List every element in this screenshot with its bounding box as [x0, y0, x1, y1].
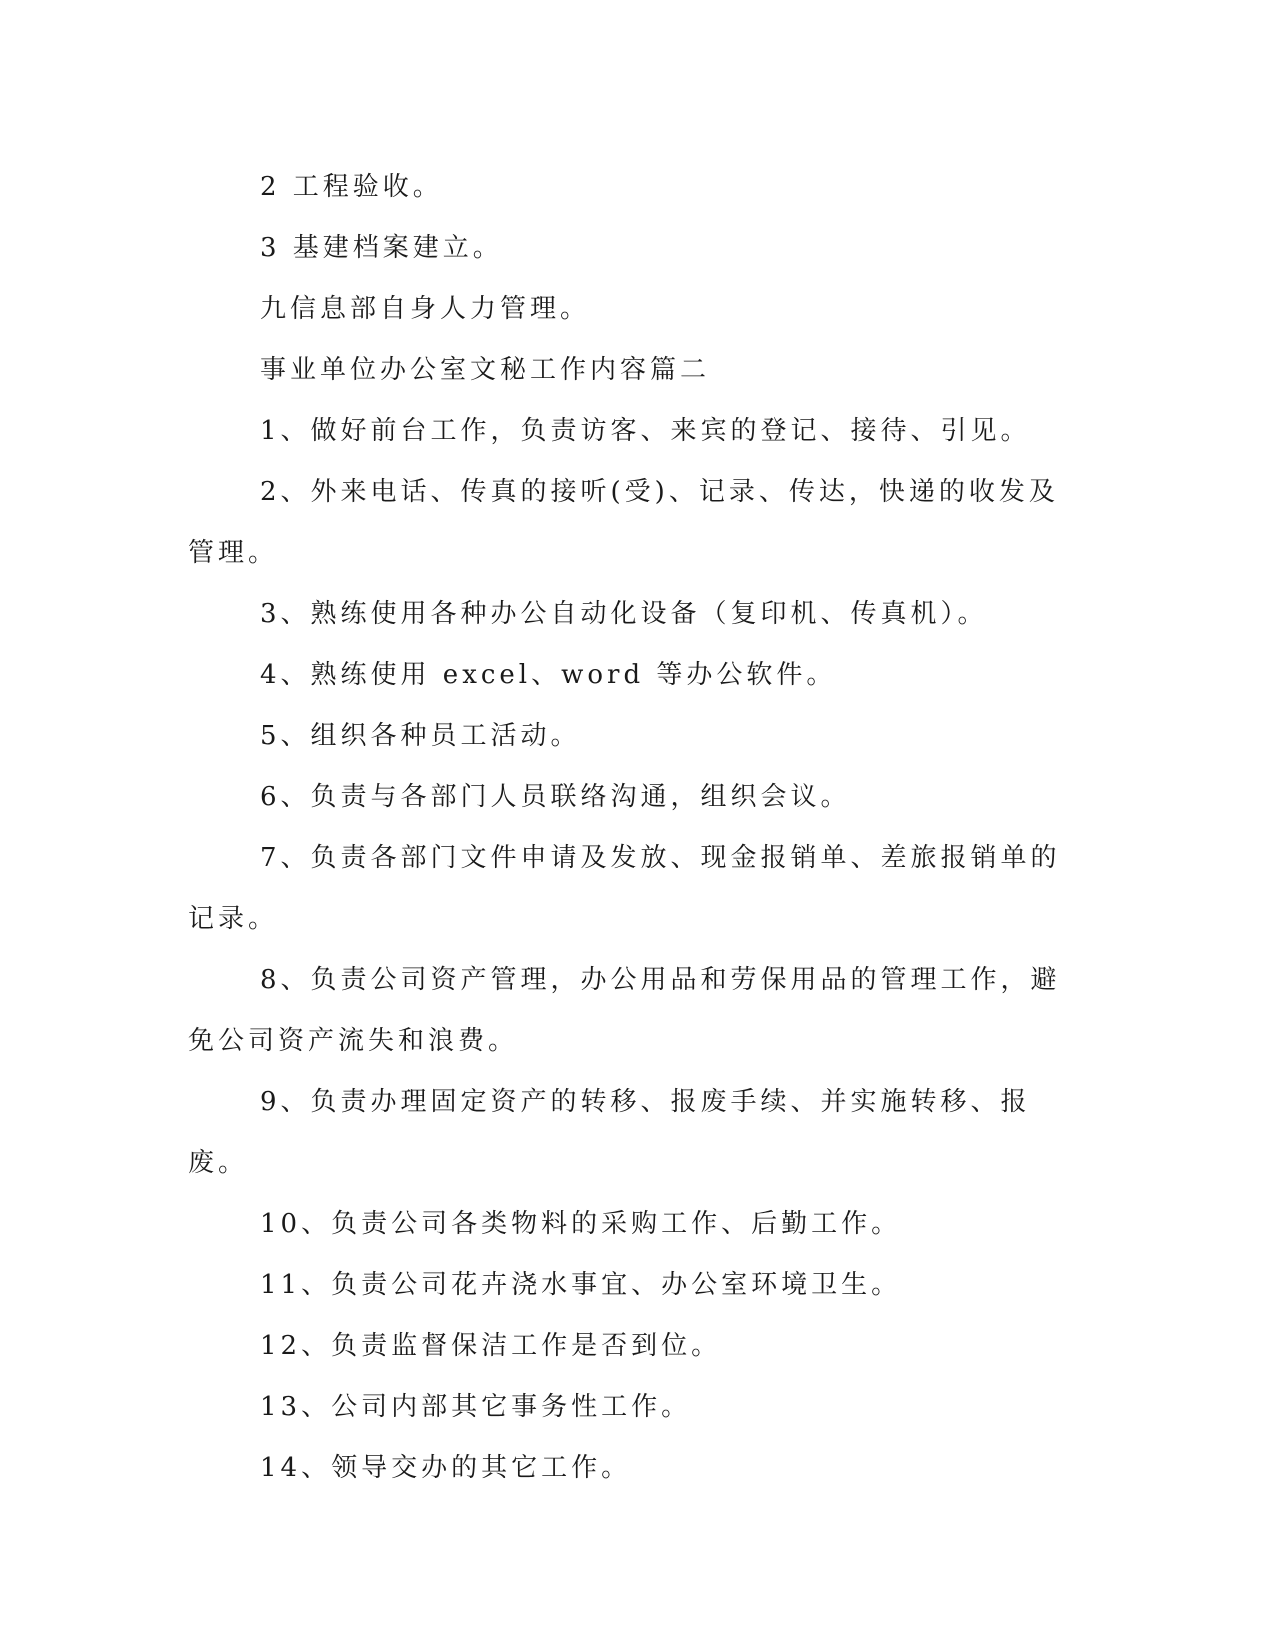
- section-heading: 事业单位办公室文秘工作内容篇二: [260, 355, 711, 385]
- list-item: 11、负责公司花卉浇水事宜、办公室环境卫生。: [260, 1270, 902, 1300]
- list-item: 14、领导交办的其它工作。: [260, 1453, 632, 1483]
- list-item: 6、负责与各部门人员联络沟通，组织会议。: [260, 782, 851, 812]
- list-item: 12、负责监督保洁工作是否到位。: [260, 1331, 722, 1361]
- list-item: 7、负责各部门文件申请及发放、现金报销单、差旅报销单的记录。: [188, 843, 1061, 934]
- list-item: 8、负责公司资产管理，办公用品和劳保用品的管理工作，避免公司资产流失和浪费。: [188, 965, 1061, 1056]
- document-body: [188, 157, 1088, 1499]
- list-item: 5、组织各种员工活动。: [260, 721, 581, 751]
- paragraph-archive: 3 基建档案建立。: [260, 233, 503, 263]
- list-item: 13、公司内部其它事务性工作。: [260, 1392, 692, 1422]
- list-item: 3、熟练使用各种办公自动化设备（复印机、传真机）。: [260, 599, 988, 629]
- paragraph-hr-management: 九信息部自身人力管理。: [260, 294, 591, 324]
- list-item: 2、外来电话、传真的接听(受)、记录、传达，快递的收发及管理。: [188, 477, 1059, 568]
- list-item: 4、熟练使用 excel、word 等办公软件。: [260, 660, 837, 690]
- list-item: 9、负责办理固定资产的转移、报废手续、并实施转移、报废。: [188, 1087, 1031, 1178]
- list-item: 1、做好前台工作，负责访客、来宾的登记、接待、引见。: [260, 416, 1031, 446]
- paragraph-acceptance: 2 工程验收。: [260, 172, 443, 202]
- list-item: 10、负责公司各类物料的采购工作、后勤工作。: [260, 1209, 902, 1239]
